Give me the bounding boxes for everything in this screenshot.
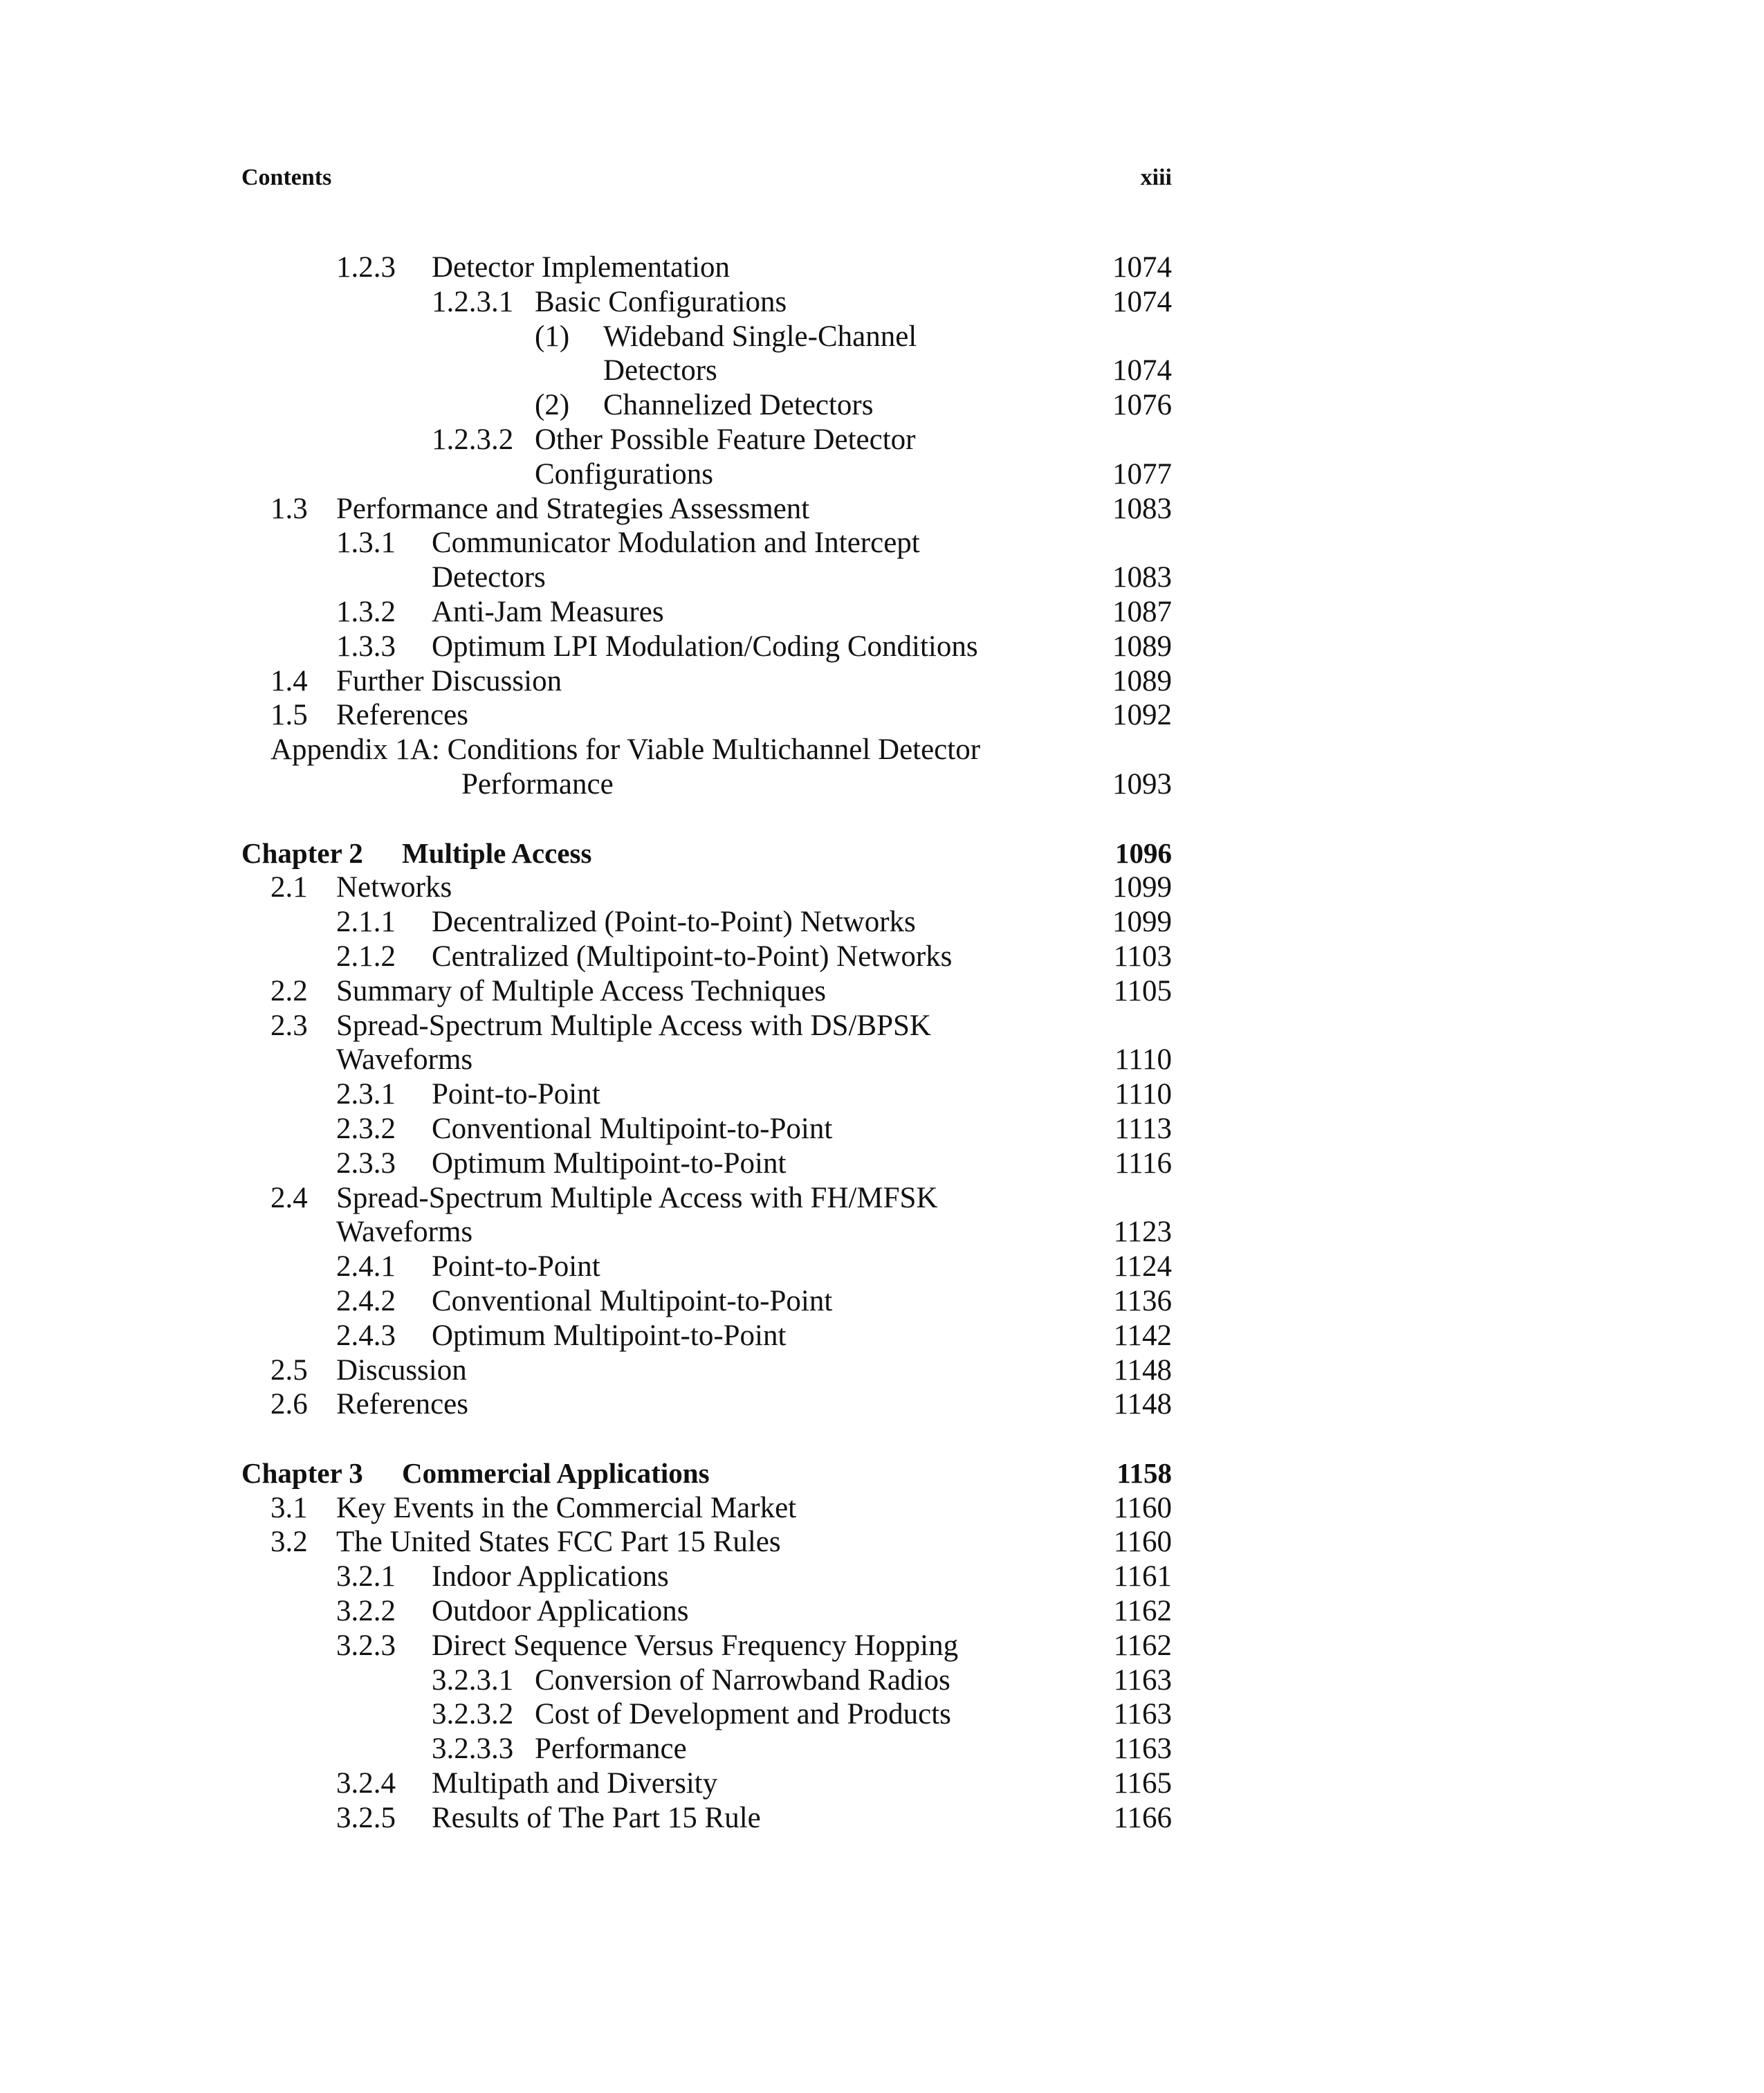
toc-entry [0, 1594, 1764, 1629]
toc-entry-title: Performance [535, 1733, 687, 1766]
toc-entry-page: 1110 [1114, 1043, 1172, 1077]
toc-entry-number: 1.4 [270, 664, 308, 697]
toc-chapter-page: 1158 [1117, 1456, 1172, 1489]
toc-entry-title: Detector Implementation [432, 251, 731, 284]
toc-entry-number: 2.3 [270, 1009, 308, 1042]
toc-entry-page: 1148 [1113, 1353, 1172, 1387]
toc-entry [0, 1387, 1764, 1422]
toc-entry-title: Point-to-Point [432, 1078, 600, 1111]
toc-entry-page: 1113 [1114, 1112, 1172, 1145]
toc-entry-page: 1105 [1113, 974, 1172, 1007]
toc-entry-page: 1092 [1112, 699, 1172, 732]
toc-entry-page: 1074 [1112, 251, 1172, 284]
toc-entry-title: Cost of Development and Products [535, 1698, 951, 1731]
toc-entry-title: The United States FCC Part 15 Rules [336, 1526, 781, 1559]
toc-entry-number: 1.2.3.1 [432, 285, 514, 318]
toc-entry-number: 3.2.4 [336, 1767, 396, 1800]
toc-entry-title: Detectors [603, 354, 717, 387]
toc-entry-title: Configurations [535, 457, 713, 491]
toc-entry-page: 1076 [1112, 389, 1172, 422]
toc-entry [0, 870, 1764, 905]
toc-entry-title: Performance [461, 767, 614, 801]
toc-entry-number: 2.4.2 [336, 1284, 396, 1317]
toc-chapter-heading [0, 1456, 1764, 1491]
toc-entry-title: References [336, 1388, 468, 1421]
toc-entry [0, 733, 1764, 767]
toc-entry [0, 1250, 1764, 1284]
toc-entry-title: Multipath and Diversity [432, 1767, 718, 1800]
toc-entry-title: Spread-Spectrum Multiple Access with FH/MFSK [336, 1181, 938, 1214]
toc-entry-number: 1.2.3.2 [432, 423, 514, 456]
toc-entry [0, 560, 1764, 595]
toc-entry-number: 3.2.3.1 [432, 1663, 514, 1697]
toc-entry-page: 1160 [1113, 1491, 1172, 1524]
toc-entry [0, 905, 1764, 940]
toc-entry-title: Networks [336, 871, 452, 904]
toc-entry [0, 1353, 1764, 1388]
toc-chapter-number: Chapter 2 [241, 837, 363, 869]
toc-entry-title: Appendix 1A: Conditions for Viable Multichannel Detector [270, 733, 981, 767]
toc-entry-number: 3.2.1 [336, 1560, 396, 1593]
toc-entry-title: Optimum LPI Modulation/Coding Conditions [432, 630, 978, 663]
toc-entry-number: 2.3.2 [336, 1112, 396, 1145]
toc-entry [0, 285, 1764, 320]
toc-entry [0, 698, 1764, 733]
toc-entry [0, 1284, 1764, 1319]
toc-entry-title: Detectors [432, 561, 546, 594]
toc-entry-title: Waveforms [336, 1216, 473, 1249]
toc-entry [0, 1801, 1764, 1836]
toc-entry-page: 1166 [1113, 1801, 1172, 1834]
toc-entry [0, 250, 1764, 285]
toc-entry-number: 2.4.3 [336, 1319, 396, 1352]
toc-entry-page: 1083 [1112, 492, 1172, 525]
toc-entry-number: 2.1 [270, 871, 308, 904]
toc-entry-page: 1083 [1112, 561, 1172, 594]
toc-entry-title: Direct Sequence Versus Frequency Hopping [432, 1629, 959, 1662]
toc-entry-page: 1116 [1114, 1146, 1172, 1180]
toc-entry-page: 1162 [1113, 1595, 1172, 1628]
toc-entry-title: Communicator Modulation and Intercept [432, 527, 920, 560]
toc-entry-page: 1099 [1112, 871, 1172, 904]
toc-entry [0, 1560, 1764, 1594]
toc-entry-number: 1.3.3 [336, 630, 396, 663]
toc-entry-number: 3.1 [270, 1491, 308, 1524]
toc-entry-title: Outdoor Applications [432, 1595, 689, 1628]
running-head-title: Contents [241, 165, 332, 190]
toc-entry [0, 1697, 1764, 1732]
toc-entry-title: Key Events in the Commercial Market [336, 1491, 797, 1524]
toc-entry [0, 1181, 1764, 1216]
toc-entry-number: (2) [535, 389, 570, 422]
toc-entry-number: 2.3.1 [336, 1078, 396, 1111]
toc-chapter-title: Commercial Applications [402, 1456, 710, 1489]
toc-entry [0, 1732, 1764, 1766]
toc-entry-number: 1.3.2 [336, 595, 396, 628]
toc-entry [0, 1215, 1764, 1250]
toc-entry-title: Summary of Multiple Access Techniques [336, 974, 826, 1007]
toc-entry [0, 423, 1764, 457]
toc-entry-page: 1074 [1112, 285, 1172, 318]
toc-entry-title: Waveforms [336, 1043, 473, 1077]
toc-entry [0, 1663, 1764, 1698]
toc-entry-number: (1) [535, 320, 570, 353]
toc-entry-number: 2.6 [270, 1388, 308, 1421]
toc-entry-title: Optimum Multipoint-to-Point [432, 1319, 787, 1352]
toc-entry-page: 1089 [1112, 664, 1172, 697]
running-head-page-number: xiii [1140, 165, 1172, 190]
toc-entry-number: 3.2 [270, 1526, 308, 1559]
toc-entry-number: 1.3.1 [336, 527, 396, 560]
toc-entry-title: Point-to-Point [432, 1250, 600, 1283]
toc-entry-page: 1161 [1113, 1560, 1172, 1593]
toc-entry-page: 1165 [1113, 1767, 1172, 1800]
toc-entry [0, 457, 1764, 492]
toc-entry-page: 1099 [1112, 906, 1172, 939]
toc-entry-title: Optimum Multipoint-to-Point [432, 1146, 787, 1180]
toc-entry [0, 1009, 1764, 1043]
toc-entry-page: 1162 [1113, 1629, 1172, 1662]
toc-chapter-heading [0, 837, 1764, 871]
toc-entry [0, 1319, 1764, 1353]
toc-entry [0, 1491, 1764, 1526]
toc-entry-title: Further Discussion [336, 664, 562, 697]
toc-entry-page: 1093 [1112, 767, 1172, 801]
toc-entry-number: 2.3.3 [336, 1146, 396, 1180]
toc-chapter-page: 1096 [1115, 837, 1172, 869]
toc-entry-title: References [336, 699, 468, 732]
toc-entry-page: 1087 [1112, 595, 1172, 628]
toc-spacer [0, 802, 1764, 837]
toc-entry-title: Spread-Spectrum Multiple Access with DS/BPSK [336, 1009, 931, 1042]
toc-entry-title: Anti-Jam Measures [432, 595, 664, 628]
toc-entry-title: Performance and Strategies Assessment [336, 492, 810, 525]
toc-entry-page: 1148 [1113, 1388, 1172, 1421]
toc-entry [0, 595, 1764, 630]
toc-entry [0, 320, 1764, 354]
toc-entry-page: 1142 [1113, 1319, 1172, 1352]
toc-entry-number: 2.1.1 [336, 906, 396, 939]
toc-chapter-title: Multiple Access [402, 837, 592, 869]
toc-entry-title: Conventional Multipoint-to-Point [432, 1284, 833, 1317]
toc-entry-number: 3.2.2 [336, 1595, 396, 1628]
toc-entry-title: Conversion of Narrowband Radios [535, 1663, 950, 1697]
toc-entry [0, 388, 1764, 423]
toc-entry-page: 1163 [1113, 1733, 1172, 1766]
toc-chapter-number: Chapter 3 [241, 1456, 363, 1489]
toc-entry [0, 1766, 1764, 1801]
toc-entry-page: 1077 [1112, 457, 1172, 491]
toc-entry-page: 1110 [1114, 1078, 1172, 1111]
toc-entry [0, 630, 1764, 664]
toc-entry [0, 1043, 1764, 1077]
toc-entry-title: Indoor Applications [432, 1560, 669, 1593]
toc-entry-number: 3.2.3 [336, 1629, 396, 1662]
toc-entry-page: 1103 [1113, 940, 1172, 973]
toc-entry-number: 1.3 [270, 492, 308, 525]
toc-entry-number: 2.2 [270, 974, 308, 1007]
toc-entry-page: 1089 [1112, 630, 1172, 663]
toc-entry-title: Discussion [336, 1353, 467, 1387]
toc-entry-title: Wideband Single-Channel [603, 320, 917, 353]
toc-entry [0, 492, 1764, 527]
toc-entry-number: 2.5 [270, 1353, 308, 1387]
toc-entry [0, 974, 1764, 1009]
toc-entry-page: 1074 [1112, 354, 1172, 387]
toc-entry-number: 2.1.2 [336, 940, 396, 973]
toc-entry [0, 1629, 1764, 1663]
toc-entry-title: Conventional Multipoint-to-Point [432, 1112, 833, 1145]
toc-entry-number: 3.2.3.3 [432, 1733, 514, 1766]
toc-entry-page: 1163 [1113, 1698, 1172, 1731]
toc-entry-title: Basic Configurations [535, 285, 787, 318]
toc-spacer [0, 1422, 1764, 1456]
toc-list [0, 250, 1764, 1836]
toc-entry-page: 1124 [1113, 1250, 1172, 1283]
toc-entry-title: Other Possible Feature Detector [535, 423, 916, 456]
toc-entry-number: 2.4.1 [336, 1250, 396, 1283]
toc-entry [0, 664, 1764, 699]
toc-entry [0, 767, 1764, 802]
toc-entry-title: Channelized Detectors [603, 389, 874, 422]
toc-entry-page: 1160 [1113, 1526, 1172, 1559]
toc-entry [0, 1525, 1764, 1560]
toc-entry [0, 1077, 1764, 1112]
toc-entry [0, 354, 1764, 388]
toc-entry-page: 1136 [1113, 1284, 1172, 1317]
toc-entry-number: 1.2.3 [336, 251, 396, 284]
toc-entry-number: 3.2.5 [336, 1801, 396, 1834]
toc-entry [0, 526, 1764, 560]
toc-entry-number: 3.2.3.2 [432, 1698, 514, 1731]
toc-entry [0, 1112, 1764, 1146]
toc-entry-page: 1163 [1113, 1663, 1172, 1697]
toc-entry-number: 1.5 [270, 699, 308, 732]
toc-entry-page: 1123 [1113, 1216, 1172, 1249]
toc-entry-title: Decentralized (Point-to-Point) Networks [432, 906, 916, 939]
toc-entry [0, 940, 1764, 974]
toc-entry [0, 1146, 1764, 1181]
toc-entry-number: 2.4 [270, 1181, 308, 1214]
toc-entry-title: Centralized (Multipoint-to-Point) Networks [432, 940, 953, 973]
toc-entry-title: Results of The Part 15 Rule [432, 1801, 761, 1834]
